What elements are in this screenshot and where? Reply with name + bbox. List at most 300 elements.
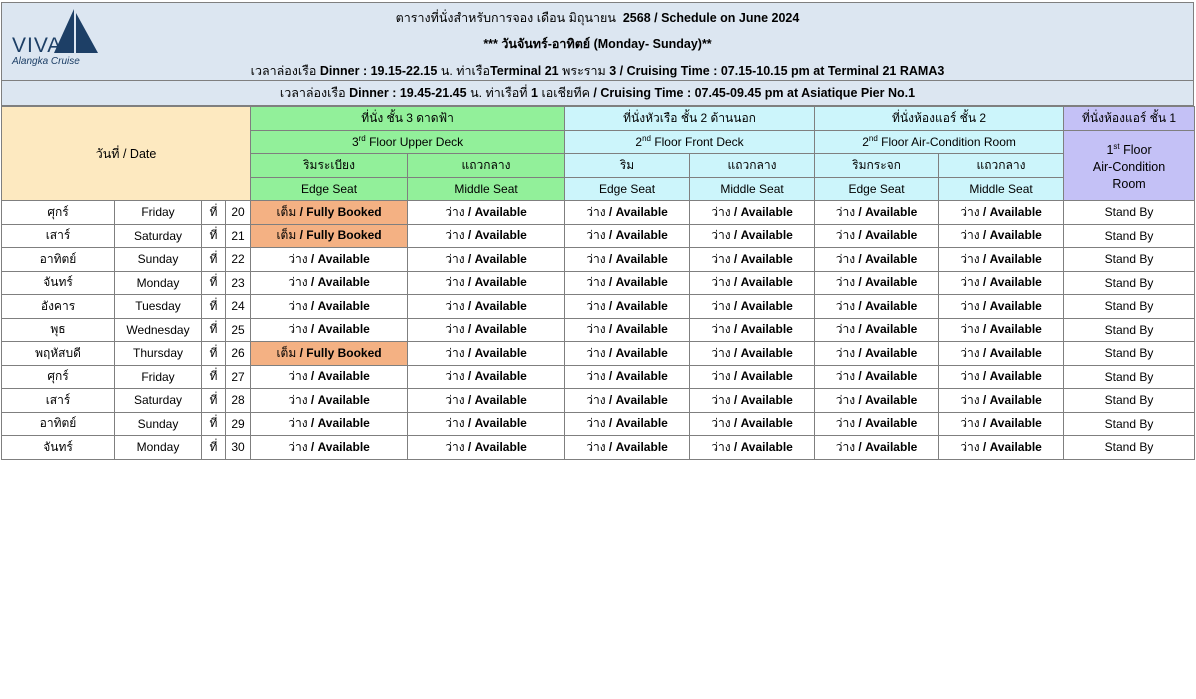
status-english: / Available [467,322,527,337]
status-english: / Available [608,204,668,219]
rama-label: พระราม [562,64,606,78]
status-english: / Available [467,345,527,360]
air1-status: Stand By [1064,365,1195,389]
status-english: / Available [733,345,793,360]
air2-edge-status [815,412,939,436]
air1-status: Stand By [1064,295,1195,319]
status-thai: ว่าง [960,251,980,266]
header-days [2,34,1193,54]
day-thai: จันทร์ [2,271,115,295]
day-thai: อังคาร [2,295,115,319]
status-thai: ว่าง [711,392,731,407]
status-thai: ว่าง [835,298,856,313]
status-english: / Available [608,298,668,313]
status-thai: ว่าง [288,251,308,266]
status-english: / Available [310,439,370,454]
air2-middle-status [939,248,1064,272]
front-middle-status [690,436,815,460]
status-thai: ว่าง [288,392,308,407]
status-thai: ว่าง [711,322,731,337]
status-thai: ว่าง [445,204,465,219]
floor-sup: st [1113,141,1120,151]
front-middle-status [690,201,815,225]
status-english: / Available [467,275,527,290]
status-thai: ว่าง [960,322,980,337]
status-thai: เต็ม [276,228,297,243]
air1-status: Stand By [1064,436,1195,460]
front-middle-status [690,295,815,319]
status-english: / Available [858,275,918,290]
front-middle-thai: แถวกลาง [690,154,815,178]
status-thai: ว่าง [711,204,731,219]
date-prefix: ที่ [202,295,226,319]
status-english: / Available [733,369,793,384]
front-edge-status [565,342,690,366]
schedule-rows [2,201,1195,460]
day-english: Saturday [115,224,202,248]
upper-edge-status [251,248,408,272]
air2-edge-status [815,248,939,272]
status-thai: ว่าง [445,322,465,337]
status-english: / Available [982,439,1042,454]
air2-edge-status [815,436,939,460]
status-thai: ว่าง [835,392,856,407]
date-prefix: ที่ [202,271,226,295]
status-thai: ว่าง [711,439,731,454]
pier-number: 1 [531,86,538,100]
status-english: / Available [733,275,793,290]
status-thai: ว่าง [711,275,731,290]
date-prefix: ที่ [202,365,226,389]
header-title [2,8,1193,28]
upper-deck-thai: ที่นั่ง ชั้น 3 ดาดฟ้า [251,107,565,131]
air2-middle-seat-header: Middle Seat [939,177,1064,201]
air2-middle-thai: แถวกลาง [939,154,1064,178]
date-column-header [2,107,251,201]
upper-middle-status [408,224,565,248]
air2-edge-status [815,342,939,366]
status-thai: ว่าง [445,298,465,313]
table-row [2,436,1195,460]
status-thai: ว่าง [711,298,731,313]
status-thai: ว่าง [960,275,980,290]
status-thai: ว่าง [960,228,980,243]
status-thai: ว่าง [445,251,465,266]
front-middle-status [690,224,815,248]
table-row [2,389,1195,413]
cruise-time-label: เวลาล่องเรือ [250,64,317,78]
status-thai: ว่าง [835,369,856,384]
status-thai: ว่าง [960,298,980,313]
upper-edge-status [251,318,408,342]
logo-brand: VIVA [12,34,63,57]
header-terminal21-time [2,61,1193,81]
day-english: Sunday [115,412,202,436]
day-english: Sunday [115,248,202,272]
front-edge-status [565,248,690,272]
floor-num: 3 [351,135,359,150]
status-thai: ว่าง [586,275,606,290]
status-thai: ว่าง [711,251,731,266]
status-thai: เต็ม [276,204,297,219]
status-english: / Available [858,392,918,407]
table-row [2,365,1195,389]
status-thai: ว่าง [835,322,856,337]
upper-edge-status [251,412,408,436]
status-thai: ว่าง [586,204,606,219]
status-thai: ว่าง [835,204,856,219]
status-thai: ว่าง [586,439,606,454]
status-english: / Available [608,392,668,407]
front-middle-status [690,365,815,389]
status-english: / Available [982,369,1042,384]
status-english: / Available [608,345,668,360]
air2-edge-status [815,224,939,248]
floor-label: Floor Air-Condition Room [881,135,1016,150]
status-english: / Available [858,439,918,454]
status-english: / Fully Booked [299,345,382,360]
status-thai: ว่าง [445,439,465,454]
day-thai: ศุกร์ [2,365,115,389]
status-thai: ว่าง [960,204,980,219]
cruising-time-en: / Cruising Time : 07.45-09.45 pm at Asiatique Pier No.1 [593,86,916,100]
day-thai: เสาร์ [2,389,115,413]
table-row [2,342,1195,366]
status-thai: ว่าง [288,369,308,384]
upper-edge-status [251,436,408,460]
upper-edge-status [251,271,408,295]
status-thai: ว่าง [288,439,308,454]
status-english: / Available [982,416,1042,431]
schedule-table [1,106,1195,460]
date-number: 25 [226,318,251,342]
table-row [2,224,1195,248]
status-english: / Available [310,392,370,407]
upper-middle-status [408,271,565,295]
status-english: / Available [608,251,668,266]
status-thai: ว่าง [288,275,308,290]
date-number: 20 [226,201,251,225]
status-thai: ว่าง [586,322,606,337]
status-thai: ว่าง [711,345,731,360]
status-english: / Available [858,416,918,431]
front-edge-status [565,389,690,413]
status-thai: ว่าง [835,345,856,360]
front-middle-status [690,271,815,295]
day-english: Saturday [115,389,202,413]
table-row [2,248,1195,272]
status-english: / Available [467,369,527,384]
upper-middle-status [408,248,565,272]
front-deck-thai: ที่นั่งหัวเรือ ชั้น 2 ด้านนอก [565,107,815,131]
status-thai: ว่าง [586,251,606,266]
status-english: / Available [982,251,1042,266]
day-thai: ศุกร์ [2,201,115,225]
front-edge-status [565,271,690,295]
floor-sup: nd [642,134,651,144]
upper-middle-status [408,295,565,319]
status-english: / Available [467,439,527,454]
status-thai: ว่าง [960,345,980,360]
pier-label: น. ท่าเรือ [440,64,491,78]
table-row [2,271,1195,295]
status-thai: ว่าง [445,369,465,384]
status-english: / Available [310,369,370,384]
date-number: 26 [226,342,251,366]
day-english: Wednesday [115,318,202,342]
status-thai: ว่าง [835,251,856,266]
date-prefix: ที่ [202,248,226,272]
upper-edge-status [251,365,408,389]
floor-num: 1 [1106,142,1114,157]
upper-edge-status [251,342,408,366]
date-prefix: ที่ [202,224,226,248]
table-row [2,295,1195,319]
front-middle-status [690,389,815,413]
status-english: / Available [310,251,370,266]
air1-line3: Room [1112,176,1146,191]
days-text: *** วันจันทร์-อาทิตย์ (Monday- Sunday)** [483,37,712,51]
air2-middle-status [939,412,1064,436]
status-english: / Available [982,204,1042,219]
status-thai: ว่าง [835,228,856,243]
upper-edge-status [251,201,408,225]
status-english: / Available [858,298,918,313]
status-english: / Available [982,322,1042,337]
status-english: / Fully Booked [299,204,382,219]
status-english: / Available [858,369,918,384]
date-number: 24 [226,295,251,319]
date-prefix: ที่ [202,342,226,366]
air1-line2: Air-Condition [1092,159,1166,174]
air1-status: Stand By [1064,201,1195,225]
status-thai: ว่าง [586,416,606,431]
upper-edge-status [251,295,408,319]
front-edge-status [565,318,690,342]
front-middle-seat-header: Middle Seat [690,177,815,201]
day-english: Monday [115,436,202,460]
date-en: / Date [122,146,157,161]
status-english: / Available [608,322,668,337]
status-english: / Available [982,345,1042,360]
air1-status: Stand By [1064,248,1195,272]
status-thai: ว่าง [960,416,980,431]
status-english: / Available [982,228,1042,243]
air2-room-english [815,130,1064,154]
date-prefix: ที่ [202,201,226,225]
status-thai: ว่าง [288,416,308,431]
status-english: / Available [310,298,370,313]
air2-middle-status [939,342,1064,366]
front-edge-status [565,436,690,460]
air2-middle-status [939,224,1064,248]
schedule-sheet [1,2,1194,460]
air1-status: Stand By [1064,224,1195,248]
status-english: / Available [608,439,668,454]
status-thai: ว่าง [586,298,606,313]
status-thai: ว่าง [586,345,606,360]
dinner-time: Dinner : 19.45-21.45 [349,86,467,100]
date-prefix: ที่ [202,389,226,413]
upper-edge-seat-header: Edge Seat [251,177,408,201]
status-english: / Available [733,298,793,313]
date-number: 23 [226,271,251,295]
front-deck-english [565,130,815,154]
air2-edge-status [815,318,939,342]
status-english: / Available [733,392,793,407]
upper-middle-seat-header: Middle Seat [408,177,565,201]
air2-middle-status [939,295,1064,319]
front-edge-status [565,201,690,225]
front-middle-status [690,412,815,436]
cruising-time-en: 3 / Cruising Time : 07.15-10.15 pm at Terminal 21 RAMA3 [609,64,945,78]
status-english: / Available [608,369,668,384]
status-english: / Available [858,251,918,266]
air1-status: Stand By [1064,412,1195,436]
status-thai: ว่าง [445,275,465,290]
status-english: / Available [467,392,527,407]
title-english: 2568 / Schedule on June 2024 [622,11,800,25]
status-english: / Available [733,204,793,219]
day-thai: พุธ [2,318,115,342]
air2-middle-status [939,436,1064,460]
air2-middle-status [939,201,1064,225]
day-english: Friday [115,201,202,225]
status-thai: ว่าง [711,416,731,431]
upper-deck-english [251,130,565,154]
status-thai: ว่าง [586,369,606,384]
day-english: Thursday [115,342,202,366]
status-thai: ว่าง [960,392,980,407]
floor-num: 2 [635,135,643,150]
status-english: / Available [310,322,370,337]
status-english: / Available [467,228,527,243]
status-english: / Available [467,251,527,266]
status-english: / Available [467,298,527,313]
day-thai: อาทิตย์ [2,412,115,436]
status-thai: เต็ม [276,345,297,360]
status-english: / Available [733,251,793,266]
air2-room-thai: ที่นั่งห้องแอร์ ชั้น 2 [815,107,1064,131]
status-thai: ว่าง [445,228,465,243]
date-number: 30 [226,436,251,460]
date-number: 28 [226,389,251,413]
dinner-time: Dinner : 19.15-22.15 [319,64,438,78]
air2-edge-status [815,389,939,413]
status-english: / Available [467,416,527,431]
status-thai: ว่าง [835,275,856,290]
status-english: / Available [982,392,1042,407]
air1-status: Stand By [1064,342,1195,366]
day-thai: พฤหัสบดี [2,342,115,366]
day-thai: จันทร์ [2,436,115,460]
upper-edge-status [251,389,408,413]
front-middle-status [690,248,815,272]
floor-sup: nd [868,134,878,144]
air2-middle-status [939,365,1064,389]
air2-middle-status [939,271,1064,295]
status-thai: ว่าง [288,322,308,337]
status-thai: ว่าง [445,345,465,360]
air1-room-thai: ที่นั่งห้องแอร์ ชั้น 1 [1064,107,1195,131]
front-edge-status [565,224,690,248]
status-thai: ว่าง [835,439,856,454]
upper-middle-status [408,365,565,389]
upper-middle-status [408,436,565,460]
status-thai: ว่าง [835,416,856,431]
day-thai: เสาร์ [2,224,115,248]
date-number: 21 [226,224,251,248]
status-english: / Available [982,298,1042,313]
air2-middle-status [939,318,1064,342]
floor-label: Floor Front Deck [654,135,744,150]
date-number: 27 [226,365,251,389]
front-middle-status [690,342,815,366]
status-thai: ว่าง [711,369,731,384]
status-thai: ว่าง [586,228,606,243]
table-row [2,412,1195,436]
day-thai: อาทิตย์ [2,248,115,272]
front-edge-status [565,365,690,389]
floor-sup: rd [358,134,366,144]
upper-middle-status [408,412,565,436]
date-number: 29 [226,412,251,436]
air1-status: Stand By [1064,271,1195,295]
day-english: Monday [115,271,202,295]
status-english: / Available [733,322,793,337]
upper-middle-status [408,201,565,225]
floor-label: Floor Upper Deck [369,135,464,150]
front-edge-thai: ริม [565,154,690,178]
air2-edge-thai: ริมกระจก [815,154,939,178]
air2-edge-status [815,295,939,319]
logo-subtitle: Alangka Cruise [12,56,80,67]
day-english: Tuesday [115,295,202,319]
floor-label: Floor [1123,142,1152,157]
upper-middle-status [408,318,565,342]
status-english: / Available [982,275,1042,290]
status-english: / Available [608,416,668,431]
status-english: / Available [733,439,793,454]
upper-middle-status [408,389,565,413]
front-middle-status [690,318,815,342]
upper-middle-status [408,342,565,366]
status-thai: ว่าง [586,392,606,407]
date-prefix: ที่ [202,412,226,436]
floor-num: 2 [862,135,869,150]
front-edge-seat-header: Edge Seat [565,177,690,201]
upper-edge-status [251,224,408,248]
status-english: / Available [858,345,918,360]
air2-edge-status [815,201,939,225]
air1-status: Stand By [1064,318,1195,342]
title-thai: ตารางที่นั่งสำหรับการจอง เดือน มิถุนายน [395,11,616,25]
front-edge-status [565,412,690,436]
pier-label: น. ท่าเรือที่ [470,86,528,100]
cruise-time-label: เวลาล่องเรือ [279,86,346,100]
date-prefix: ที่ [202,318,226,342]
status-thai: ว่าง [445,416,465,431]
date-prefix: ที่ [202,436,226,460]
status-thai: ว่าง [288,298,308,313]
terminal-name: Terminal 21 [490,64,559,78]
upper-middle-thai: แถวกลาง [408,154,565,178]
date-th: วันที่ [95,146,120,161]
status-english: / Fully Booked [299,228,382,243]
table-row [2,318,1195,342]
status-english: / Available [310,416,370,431]
status-english: / Available [858,322,918,337]
